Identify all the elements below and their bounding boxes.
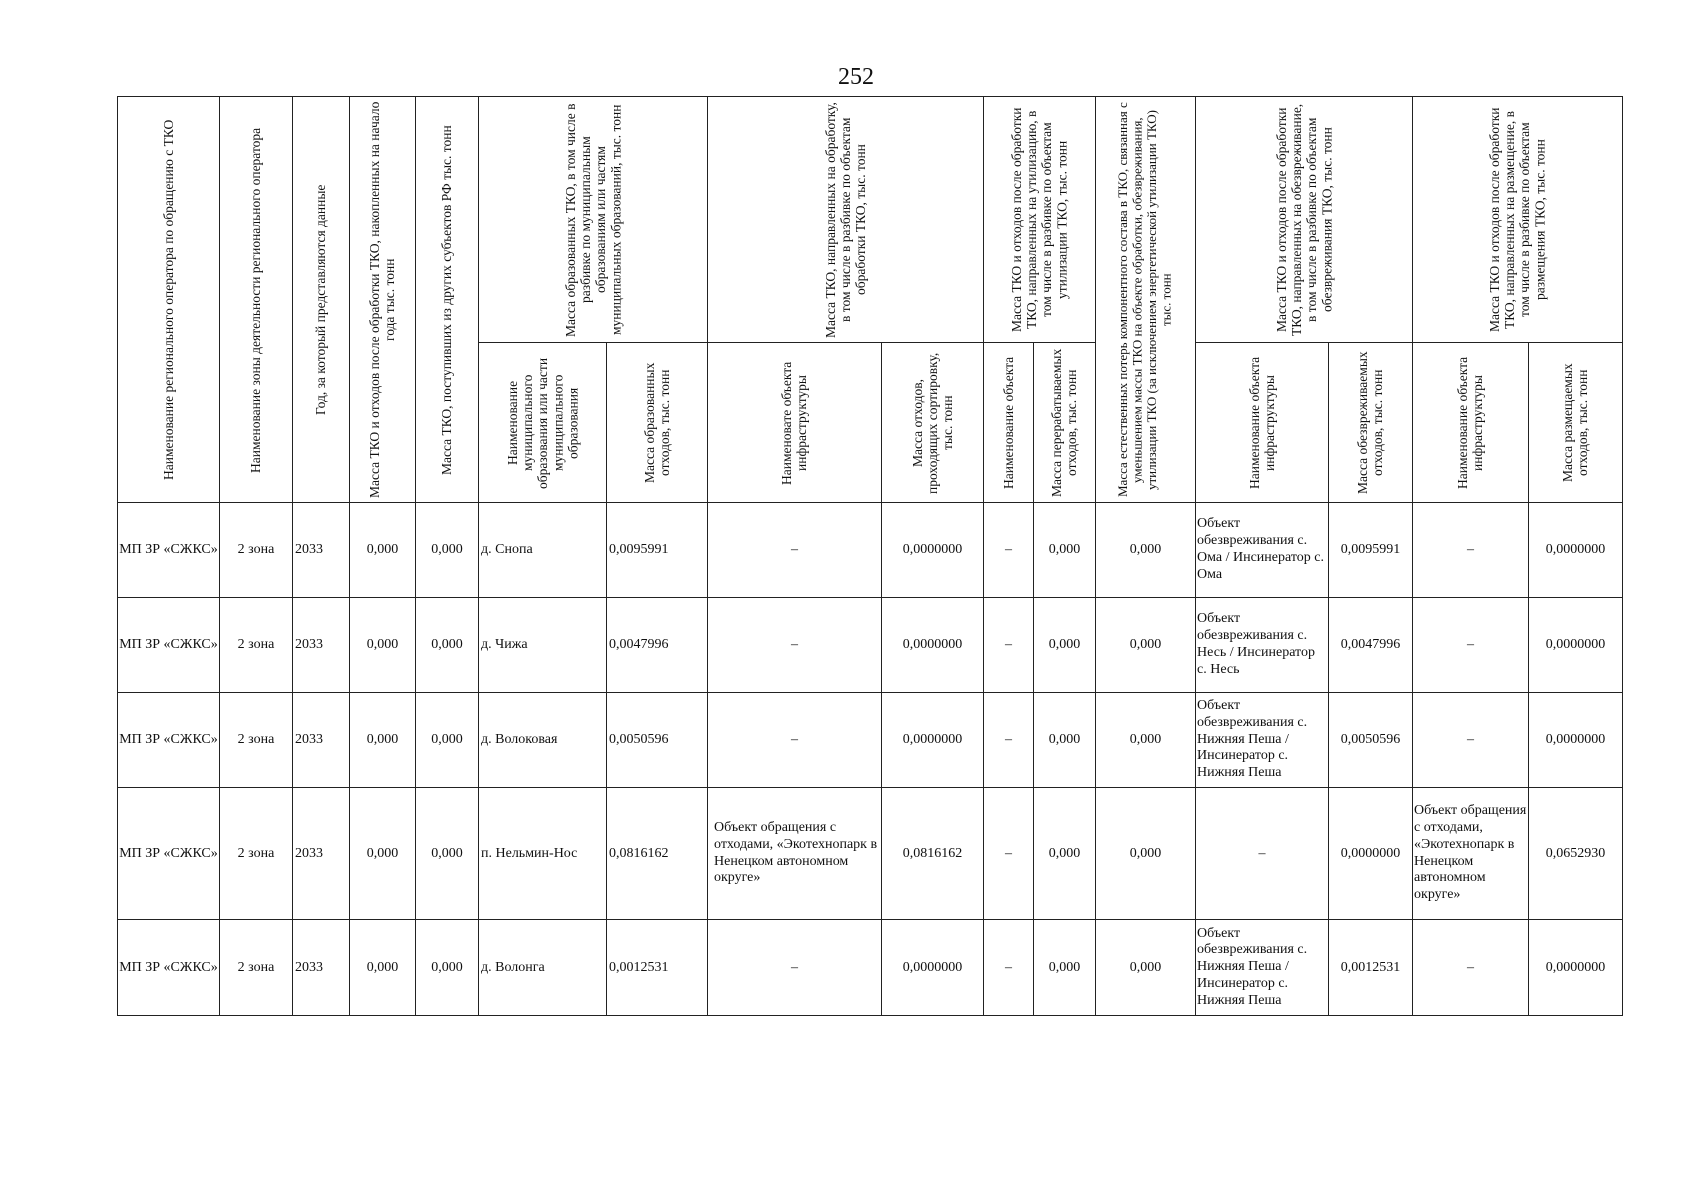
cell-processing-mass: 0,0000000	[882, 920, 984, 1016]
page-number: 252	[838, 64, 874, 90]
cell-utilization-mass: 0,000	[1034, 503, 1096, 598]
cell-placement-mass: 0,0000000	[1529, 598, 1623, 693]
cell-accumulated: 0,000	[350, 788, 416, 920]
cell-zone: 2 зона	[220, 920, 293, 1016]
cell-processing-mass: 0,0816162	[882, 788, 984, 920]
header-generated-group: Масса образованных ТКО, в том числе в разбивке по муниципальным образованиям или частям муниципальных образований, тыс. тонн	[479, 97, 708, 343]
header-neutralization-mass: Масса обезвреживаемых отходов, тыс. тонн	[1329, 343, 1413, 503]
cell-incoming: 0,000	[416, 503, 479, 598]
cell-processing-name: –	[708, 693, 882, 788]
header-placement-mass: Масса размещаемых отходов, тыс. тонн	[1529, 343, 1623, 503]
cell-incoming: 0,000	[416, 920, 479, 1016]
cell-neutralization-name: Объект обезвреживания с. Нижняя Пеша / Инсинератор с. Нижняя Пеша	[1196, 920, 1329, 1016]
cell-zone: 2 зона	[220, 693, 293, 788]
cell-neutralization-name: –	[1196, 788, 1329, 920]
cell-accumulated: 0,000	[350, 503, 416, 598]
cell-losses: 0,000	[1096, 920, 1196, 1016]
header-utilization-name: Наименование объекта	[984, 343, 1034, 503]
header-processing-mass: Масса отходов, проходящих сортировку, тыс. тонн	[882, 343, 984, 503]
cell-incoming: 0,000	[416, 693, 479, 788]
cell-neutralization-mass: 0,0000000	[1329, 788, 1413, 920]
cell-accumulated: 0,000	[350, 693, 416, 788]
cell-utilization-mass: 0,000	[1034, 693, 1096, 788]
cell-processing-name: –	[708, 920, 882, 1016]
cell-processing-name: –	[708, 503, 882, 598]
cell-placement-mass: 0,0000000	[1529, 693, 1623, 788]
cell-neutralization-mass: 0,0047996	[1329, 598, 1413, 693]
header-utilization-mass: Масса перерабатываемых отходов, тыс. тонн	[1034, 343, 1096, 503]
header-generated-mass: Масса образованных отходов, тыс. тонн	[607, 343, 708, 503]
cell-utilization-name: –	[984, 598, 1034, 693]
header-neutralization-group: Масса ТКО и отходов после обработки ТКО, направленных на обезвреживание, в том числе в разбивке по объектам обезвреживания ТКО, тыс. тонн	[1196, 97, 1413, 343]
header-placement-group: Масса ТКО и отходов после обработки ТКО, направленных на размещение, в том числе в разбивке по объектам размещения ТКО, тыс. тонн	[1413, 97, 1623, 343]
cell-placement-mass: 0,0000000	[1529, 920, 1623, 1016]
cell-processing-mass: 0,0000000	[882, 598, 984, 693]
cell-zone: 2 зона	[220, 503, 293, 598]
cell-operator: МП ЗР «СЖКС»	[118, 788, 220, 920]
table-row	[118, 598, 1623, 693]
cell-year: 2033	[293, 693, 350, 788]
header-processing-name: Наименовате объекта инфраструктуры	[708, 343, 882, 503]
table-row	[118, 788, 1623, 920]
cell-year: 2033	[293, 598, 350, 693]
cell-placement-name: –	[1413, 503, 1529, 598]
cell-neutralization-mass: 0,0012531	[1329, 920, 1413, 1016]
cell-municipality: д. Волоковая	[479, 693, 607, 788]
cell-generated-mass: 0,0050596	[607, 693, 708, 788]
cell-neutralization-name: Объект обезвреживания с. Нижняя Пеша / Инсинератор с. Нижняя Пеша	[1196, 693, 1329, 788]
cell-losses: 0,000	[1096, 693, 1196, 788]
cell-utilization-name: –	[984, 920, 1034, 1016]
table-row	[118, 693, 1623, 788]
cell-municipality: д. Снопа	[479, 503, 607, 598]
header-year: Год, за который представляются данные	[293, 97, 350, 503]
header-processing-group: Масса ТКО, направленных на обработку, в том числе в разбивке по объектам обработки ТКО, тыс. тонн	[708, 97, 984, 343]
header-incoming: Масса ТКО, поступивших из других субъектов РФ тыс. тонн	[416, 97, 479, 503]
header-neutralization-name: Наименование объекта инфраструктуры	[1196, 343, 1329, 503]
cell-incoming: 0,000	[416, 598, 479, 693]
cell-processing-name: Объект обращения с отходами, «Экотехнопарк в Ненецком автономном округе»	[708, 788, 882, 920]
cell-placement-name: Объект обращения с отходами, «Экотехнопарк в Ненецком автономном округе»	[1413, 788, 1529, 920]
cell-generated-mass: 0,0012531	[607, 920, 708, 1016]
cell-utilization-name: –	[984, 788, 1034, 920]
cell-zone: 2 зона	[220, 788, 293, 920]
cell-year: 2033	[293, 503, 350, 598]
cell-accumulated: 0,000	[350, 920, 416, 1016]
cell-placement-mass: 0,0652930	[1529, 788, 1623, 920]
cell-municipality: п. Нельмин-Нос	[479, 788, 607, 920]
table-row	[118, 920, 1623, 1016]
cell-zone: 2 зона	[220, 598, 293, 693]
cell-operator: МП ЗР «СЖКС»	[118, 503, 220, 598]
table-row	[118, 503, 1623, 598]
cell-placement-mass: 0,0000000	[1529, 503, 1623, 598]
cell-losses: 0,000	[1096, 598, 1196, 693]
cell-processing-mass: 0,0000000	[882, 693, 984, 788]
cell-losses: 0,000	[1096, 788, 1196, 920]
cell-generated-mass: 0,0047996	[607, 598, 708, 693]
header-operator: Наименование регионального оператора по обращению с ТКО	[118, 97, 220, 503]
cell-utilization-mass: 0,000	[1034, 598, 1096, 693]
cell-placement-name: –	[1413, 598, 1529, 693]
header-placement-name: Наименование объекта инфраструктуры	[1413, 343, 1529, 503]
waste-flow-table	[117, 96, 1623, 1016]
cell-utilization-name: –	[984, 503, 1034, 598]
cell-placement-name: –	[1413, 693, 1529, 788]
cell-operator: МП ЗР «СЖКС»	[118, 693, 220, 788]
cell-utilization-mass: 0,000	[1034, 788, 1096, 920]
cell-processing-mass: 0,0000000	[882, 503, 984, 598]
header-losses: Масса естественных потерь компонентного состава в ТКО, связанная с уменьшением массы ТКО на объекте обработки, обезвреживания, утилизации ТКО (за исключением энергетической утилизации ТКО) тыс. тонн	[1096, 97, 1196, 503]
header-accumulated: Масса ТКО и отходов после обработки ТКО, накопленных на начало года тыс. тонн	[350, 97, 416, 503]
cell-neutralization-mass: 0,0050596	[1329, 693, 1413, 788]
cell-municipality: д. Чижа	[479, 598, 607, 693]
cell-neutralization-mass: 0,0095991	[1329, 503, 1413, 598]
cell-neutralization-name: Объект обезвреживания с. Несь / Инсинератор с. Несь	[1196, 598, 1329, 693]
cell-processing-name: –	[708, 598, 882, 693]
cell-generated-mass: 0,0816162	[607, 788, 708, 920]
header-utilization-group: Масса ТКО и отходов после обработки ТКО, направленных на утилизацию, в том числе в разбивке по объектам утилизации ТКО, тыс. тонн	[984, 97, 1096, 343]
cell-utilization-name: –	[984, 693, 1034, 788]
cell-losses: 0,000	[1096, 503, 1196, 598]
cell-utilization-mass: 0,000	[1034, 920, 1096, 1016]
cell-year: 2033	[293, 920, 350, 1016]
cell-operator: МП ЗР «СЖКС»	[118, 920, 220, 1016]
header-zone: Наименование зоны деятельности регионального оператора	[220, 97, 293, 503]
cell-municipality: д. Волонга	[479, 920, 607, 1016]
cell-accumulated: 0,000	[350, 598, 416, 693]
cell-placement-name: –	[1413, 920, 1529, 1016]
cell-neutralization-name: Объект обезвреживания с. Ома / Инсинератор с. Ома	[1196, 503, 1329, 598]
header-generated-name: Наименование муниципального образования или части муниципального образования	[479, 343, 607, 503]
cell-incoming: 0,000	[416, 788, 479, 920]
cell-generated-mass: 0,0095991	[607, 503, 708, 598]
cell-operator: МП ЗР «СЖКС»	[118, 598, 220, 693]
cell-year: 2033	[293, 788, 350, 920]
